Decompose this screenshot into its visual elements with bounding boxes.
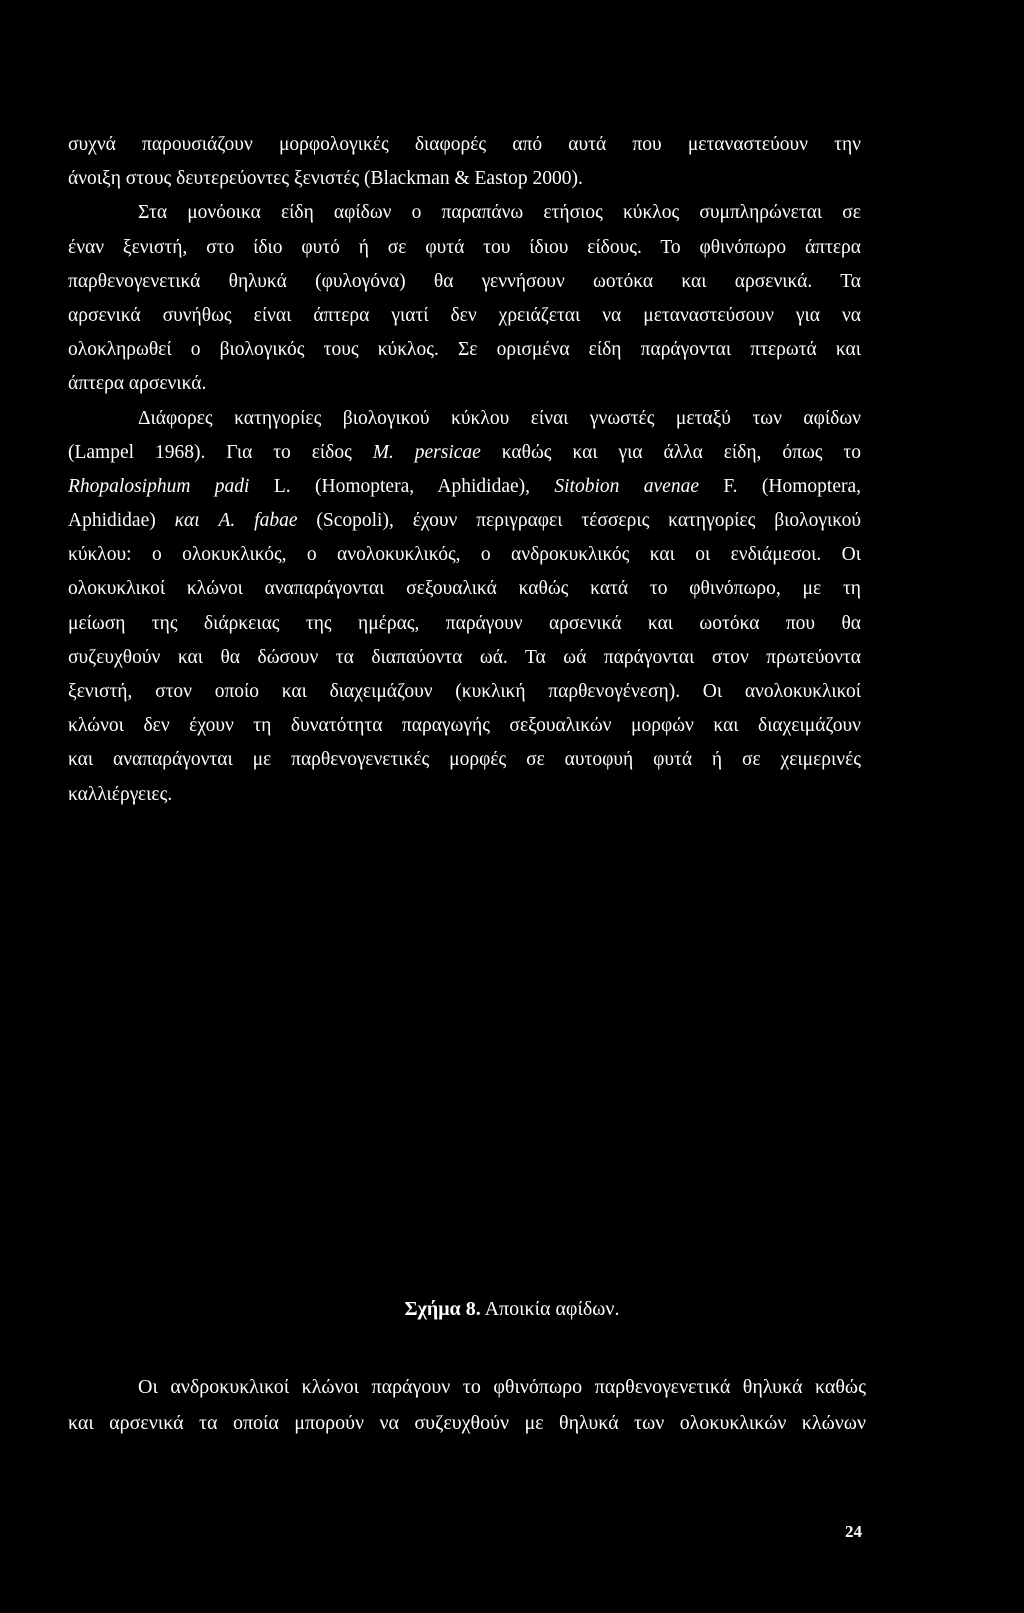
text-line: κλώνοι δεν έχουν τη δυνατότητα παραγωγής σεξουαλικών μορφών και διαχειμάζουν — [68, 715, 861, 737]
figure-label: Σχήμα 8. — [404, 1298, 481, 1320]
text-line: κύκλου: ο ολοκυκλικός, ο ανολοκυκλικός, ο ανδροκυκλικός και οι ενδιάμεσοι. Οι — [68, 544, 861, 566]
text-line: ξενιστή, στον οποίο και διαχειμάζουν (κυκλική παρθενογένεση). Οι ανολοκυκλικοί — [68, 681, 861, 702]
text-line: και αναπαράγονται με παρθενογενετικές μορφές σε αυτοφυή φυτά ή σε χειμερινές — [68, 749, 861, 771]
text-line: ολοκληρωθεί ο βιολογικός τους κύκλος. Σε ορισμένα είδη παράγονται πτερωτά και — [68, 339, 861, 361]
text-line: (Lampel 1968). Για το είδος M. persicae καθώς και για άλλα είδη, όπως το — [68, 441, 861, 463]
text-line: Οι ανδροκυκλικοί κλώνοι παράγουν το φθινόπωρο παρθενογενετικά θηλυκά καθώς — [138, 1376, 866, 1398]
text-line: έναν ξενιστή, στο ίδιο φυτό ή σε φυτά του ίδιου είδους. Το φθινόπωρο άπτερα — [68, 236, 861, 258]
figure-caption-text: Αποικία αφίδων. — [480, 1298, 620, 1320]
page-number: 24 — [845, 1522, 862, 1541]
text-line: αρσενικά συνήθως είναι άπτερα γιατί δεν χρειάζεται να μεταναστεύσουν για να — [68, 304, 861, 326]
body-text — [68, 1369, 866, 1441]
text-line: Aphididae) και A. fabae (Scopoli), έχουν περιγραφει τέσσερις κατηγορίες βιολογικού — [68, 510, 862, 532]
species-name: Rhopalosiphum padi — [68, 475, 250, 497]
text-line: και αρσενικά τα οποία μπορούν να συζευχθούν με θηλυκά των ολοκυκλικών κλώνων — [68, 1412, 866, 1434]
text-line: μείωση της διάρκειας της ημέρας, παράγουν αρσενικά και ωοτόκα που θα — [68, 612, 861, 634]
species-name: M. persicae — [372, 441, 481, 463]
species-name: A. fabae — [199, 510, 298, 532]
figure-caption — [0, 1298, 1024, 1321]
text-line: ολοκυκλικοί κλώνοι αναπαράγονται σεξουαλικά καθώς κατά το φθινόπωρο, με τη — [68, 578, 861, 600]
species-name: Sitobion avenae — [554, 475, 699, 497]
text-line: άνοιξη στους δευτερεύοντες ξενιστές (Blackman & Eastop 2000). — [68, 168, 583, 190]
text-line: Διάφορες κατηγορίες βιολογικού κύκλου είναι γνωστές μεταξύ των αφίδων — [138, 407, 861, 429]
text-line: παρθενογενετικά θηλυκά (φυλογόνα) θα γεννήσουν ωοτόκα και αρσενικά. Τα — [68, 270, 861, 292]
text-line: Στα μονόοικα είδη αφίδων ο παραπάνω ετήσιος κύκλος συμπληρώνεται σε — [138, 202, 861, 224]
body-text — [68, 128, 861, 812]
text-line: Rhopalosiphum padi L. (Homoptera, Aphididae), Sitobion avenae F. (Homoptera, — [68, 475, 862, 497]
text-line: άπτερα αρσενικά. — [68, 373, 207, 395]
text-line: καλλιέργειες. — [68, 783, 173, 805]
text-line: συχνά παρουσιάζουν μορφολογικές διαφορές από αυτά που μεταναστεύουν την — [68, 134, 861, 155]
text-line: συζευχθούν και θα δώσουν τα διαπαύοντα ωά. Τα ωά παράγονται στον πρωτεύοντα — [68, 646, 861, 668]
